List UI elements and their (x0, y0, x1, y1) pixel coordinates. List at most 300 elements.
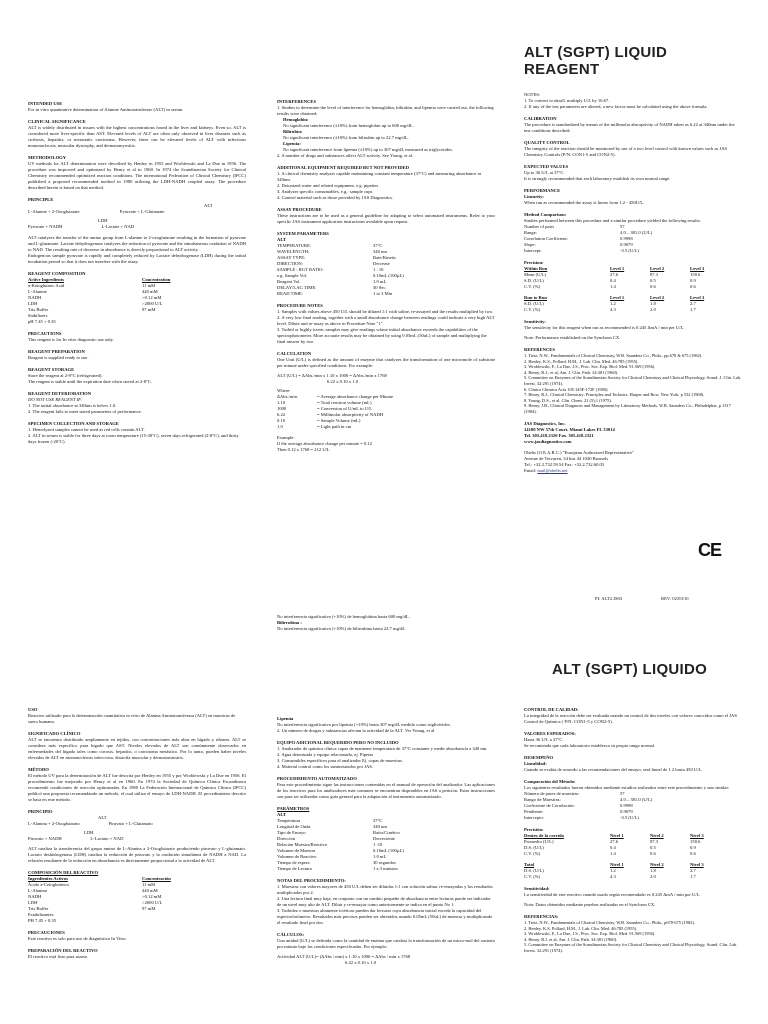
english-title: ALT (SGPT) LIQUID REAGENT (524, 44, 668, 78)
storage-text-2: The reagent is stable until the expiration date when stored at 2-8°C. (28, 379, 153, 384)
table-cell: Tiempo de espera (277, 860, 310, 865)
table-cell: C.V. (%) (524, 284, 541, 289)
pi-number: PI: ALT2.JS03 (595, 596, 623, 601)
table-header-cell: Concentración (142, 876, 171, 881)
list-item: 1. To convert to nkat/L multiply U/L by 16.67. (524, 98, 610, 103)
spanish-column-1 (28, 707, 246, 960)
run-to-run-table (524, 295, 730, 313)
list-item: 4. Control material such as those provided by JAS Diagnostics. (277, 195, 394, 200)
list-item: 3. Wroblewski, F., La Due, J.S., Proc. Soc. Exp. Biol. Med. 91:569 (1956). (524, 931, 656, 937)
prep-text: Reagent is supplied ready to use. (28, 355, 89, 360)
table-cell: 11 mM (142, 882, 156, 887)
table-cell: Volumen de Reactivo (277, 854, 317, 859)
table-cell: Pendiente: (524, 809, 544, 814)
table-cell: 0.6 (690, 851, 696, 856)
method-comparison-table (524, 224, 656, 254)
table-cell: 1 to 3 Min (373, 291, 393, 296)
bilirubin-text: No significant interference (±10%) from bilirubin up to 22.7 mg/dL. (283, 135, 409, 140)
synchron-note: Note: Performance established on the Synchron CX. (524, 335, 621, 340)
table-cell: Slope: (524, 242, 536, 247)
eq1: L-Alanine + 2-Oxoglutarate Pyruvate + L-Glutamate (28, 209, 165, 214)
table-cell: 97 mM (142, 906, 156, 911)
table-cell: 0.6 (650, 284, 656, 289)
where-label: Where: (277, 388, 291, 393)
table-cell: 27.6 (610, 272, 619, 277)
table-cell: 340 nm (373, 249, 387, 254)
table-header-cell: Run to Run (524, 295, 547, 300)
list-item: 4. Henry, R.J., et al, Am. J. Clin. Path. 34:381 (1960). (524, 369, 619, 375)
table-cell: 0.4 (610, 845, 616, 850)
table-cell: READ TIME: (277, 291, 304, 296)
english-column-1 (28, 101, 246, 445)
table-cell: Ratio/Cinético (373, 830, 400, 835)
table-cell: Tris Buffer (28, 906, 49, 911)
composition-heading: REAGENT COMPOSITION (28, 271, 86, 276)
esp-parameters-table (277, 818, 408, 872)
equipo-list (277, 746, 495, 770)
table-cell: Promedio (U/L) (524, 839, 554, 844)
table-cell: 0.4 (610, 278, 616, 283)
deterioration-1: 1. The initial absorbance at 340nm is below 1.0. (28, 403, 117, 408)
table-cell: 1 a 3 minutos (373, 866, 398, 871)
table-cell: Longitud de Onda (277, 824, 311, 829)
table-cell: pH 7.45 + 0.35 (28, 319, 56, 324)
example-2: Then 0.12 x 1768 = 212 U/L (277, 447, 330, 452)
table-cell: Dirección (277, 836, 296, 841)
notes-list (524, 98, 742, 110)
english-column-3 (524, 92, 742, 474)
sensitividad-heading: Sensitividad: (524, 886, 550, 891)
table-cell: Intercepto: (524, 815, 544, 820)
esp-eq1-enzyme: ALT (98, 815, 107, 820)
table-cell: = Average absorbance change per Minute (317, 394, 394, 399)
list-item: 2. If any of the test parameters are altered, a new factor must be calculated using the above formula. (524, 104, 708, 109)
table-header-cell: Within Run (524, 266, 548, 271)
calculos-text: Una unidad (U/L) se definida como la cantidad de enzima que cataliza la transformación de un micro-mol del sustrato por minuto bajo las condiciones especificadas. Por ejemplo: (277, 938, 495, 949)
table-cell: WAVELENGTH: (277, 249, 310, 254)
table-cell: Reagent Vol. (277, 279, 301, 284)
automatizado-text: Para este procedimiento sigue las instrucciones contenidas en el manual de operación del analizador. Las aplicaciones de los reactivos para los analizadores más comunes se encuentran disponibles en JAS a petición. Estas instrucciones son para ser utilizadas como guía general para la adaptación al instrumento automatizado. (277, 782, 495, 799)
control-heading: CONTROL DE CALIDAD: (524, 707, 579, 712)
method-text: UV methods for ALT determination were described by Henley in 1955 and Wroblewski and La Due in 1956. The procedure was improved and optimized by Henry et al in 1960. In 1974 the Scandinavian Society for Clinical Chemistry recommended optimized reaction conditions. The international Federation of Clinical Chemistry (IFCC) published a proposed recommended method in 1980 utilizing the LDH-NADH coupled assay. The procedure described herein is based on that method. (28, 161, 246, 190)
table-cell: 4.3 (610, 307, 616, 312)
table-cell: Volumen de Muestra (277, 848, 316, 853)
table-cell: NADH (28, 894, 42, 899)
table-cell: 158.6 (690, 839, 701, 844)
precautions-heading: PRECAUTIONS (28, 331, 62, 336)
table-cell: Rango de Muestras: (524, 797, 561, 802)
table-header-cell: Level 3 (690, 266, 705, 271)
table-cell: 4.0 – 381.0 (U/L) (620, 230, 653, 235)
principle-text: ALT catalyzes the transfer of the amino group from L-alanine to 2-oxoglutarate resulting in the formation of pyruvate and L-glutamate. Lactate dehydrogenase catalyzes the reduction of pyruvate and the simultaneous oxidation of NADH to NAD. The resulting rate of decrease in absorbance is directly proportional to ALT activity. (28, 235, 246, 252)
company-phone: Tel. 305.418.2320 Fax. 305.418.2321 (524, 432, 594, 438)
preparacion-text: El reactivo está listo para usarse. (28, 954, 89, 959)
notes-heading: NOTES: (524, 92, 541, 97)
references-list (524, 353, 742, 415)
table-cell: a-Ketoglutaric Acid (28, 283, 65, 288)
table-cell: Stabilizers (28, 313, 48, 318)
parameter-row (277, 291, 408, 297)
table-cell: 4.3 (610, 874, 616, 879)
lipemia-heading: Lipemia: (283, 141, 301, 146)
referencias-heading: REFERENCIAS: (524, 914, 559, 919)
assay-text: These instructions are to be used as a general guideline for adapting to select automated instruments. Refer to your specific JAS instrument application instructions available upon request. (277, 213, 495, 224)
storage-text-1: Store the reagent at 2-8°C (refrigerated). (28, 373, 103, 378)
sensitivity-heading: Sensitivity: (524, 319, 546, 324)
list-item: 1. Samples with values above 450 U/L should be diluted 1:1 with saline, re-assayed and the results multiplied by two. (277, 309, 494, 314)
linearity-heading: Linearity: (524, 194, 544, 199)
expected-heading: EXPECTED VALUES (524, 164, 569, 169)
linearity-text: When run as recommended the assay is linear from 1.2 - 450U/L. (524, 200, 645, 205)
table-cell: DELAY/LAG TIME: (277, 285, 317, 290)
company-name: JAS Diagnostics, Inc. (524, 420, 566, 426)
spanish-carryover (277, 614, 495, 632)
eu-rep-1: Obelis (O.E.A.R.C.) "European Authorized Representative" (524, 449, 635, 455)
table-cell: 0.6 (690, 284, 696, 289)
performance-heading: PERFORMANCE (524, 188, 561, 193)
table-cell: 30 Sec. (373, 285, 387, 290)
table-cell: >0.12 mM (142, 295, 162, 300)
specimen-2: 2. ALT in serum is stable for three days at room temperature (15-30°C), seven days refrigerated (2-8°C), and thirty days frozen (-20°C). (28, 433, 239, 444)
table-cell: 1000 (277, 406, 287, 411)
table-cell: Decreciente (373, 836, 395, 841)
list-item: 3. Consumibles específicos para el analizador Ej. copas de muestras. (277, 758, 404, 763)
table-header-cell: Level 3 (690, 295, 705, 300)
eu-rep-4 (524, 468, 742, 474)
equipment-heading: ADDITIONAL EQUIPMENT REQUIRED BUT NOT PROVIDED (277, 165, 410, 170)
table-cell: 1.4 (610, 851, 616, 856)
table-cell: 27.6 (610, 839, 619, 844)
principle-text-2: Endogenous sample pyruvate is rapidly and completely reduced by Lactate dehydrogenase (LDH) during the initial incubation period so that it does not interfere with the assay. (28, 253, 246, 264)
preparacion-heading: PREPARACIÓN DEL REACTIVO (28, 948, 98, 953)
total-table (524, 862, 730, 880)
calculos-heading: CÁLCULOS: (277, 932, 305, 937)
comparacion-heading: Comparación del Método: (524, 779, 576, 784)
specimen-heading: SPECIMEN COLLECTION AND STORAGE (28, 421, 119, 426)
table-header-cell: Level 2 (650, 266, 665, 271)
list-item: 3. Wroblewski, F., La Due, J.S., Proc. Soc. Exp. Biol. Med. 91:569 (1956). (524, 364, 656, 370)
table-cell: Intercept: (524, 248, 542, 253)
esp-method-table (524, 791, 656, 821)
list-item: 3. Analyzer specific consumables, e.g.: sample cups (277, 189, 373, 194)
assay-heading: ASSAY PROCEDURE (277, 207, 322, 212)
list-item: 2. Una lectura final muy baja, en conjunto con un cambio pequeño de absorbancia entre lecturas puede ser indicador de un nivel muy alto de ALT. Diluir y re-ensayar como anteriormente se indica en el punto No 1. (277, 896, 491, 907)
list-item: 9. Henry, J.B., Clinical Diagnosis and Management by Laboratory Methods, W.B. Saunders Co., Philadelphia, p 1317 (1984). (524, 403, 731, 414)
table-cell: Temperatura (277, 818, 301, 823)
composition-table (28, 277, 174, 325)
table-cell: Tiempo de Lectura (277, 866, 312, 871)
table-cell: C.V. (%) (524, 874, 541, 879)
storage-heading: REAGENT STORAGE (28, 367, 75, 372)
table-cell: >0.12 mM (142, 894, 162, 899)
list-item: 1. Tietz, N.W., Fundamentals of Clinical Chemistry, W.B. Saunders Co., Phila., p678-675 (1982). (524, 920, 695, 925)
table-cell: 97 mM (142, 307, 156, 312)
significado-text: ALT se encuentra distribuido ampliamente en tejidos, con concentraciones más altas en hígado y riñones. ALT se considera más específico para hígado que AST. Niveles elevados de ALT son comúnmente observados en enfermedades del hígado tales como cirrosis, hepatitis, o carcinoma metástico. Por lo tanto, pueden haber niveles elevados de ALT en mononucleosis infecciosa, distrofia muscular y dermatomiositis. (28, 737, 246, 760)
table-cell: 1.10 (277, 400, 286, 405)
table-cell: 1.4 (610, 284, 616, 289)
list-item: 1. A clinical chemistry analyzer capable maintaining constant temperature (37°C) and measuring absorbance at 340nm. (277, 171, 481, 182)
definition-row (277, 424, 397, 430)
table-cell: D.S. (U/L) (524, 868, 544, 873)
table-cell: D.S. (U/L) (524, 845, 544, 850)
table-cell: Mean (U/L) (524, 272, 547, 277)
list-item: 3. Turbid or highly icteric samples may give readings whose initial absorbance exceeds the capabilities of the spectrophotometer. More accurate results may be obtained by using 0.05mL (50uL) of sample and multiplying the final answer by two. (277, 327, 487, 344)
table-cell: Decrease (373, 261, 390, 266)
referencias-list (524, 920, 742, 954)
method-comparison-text: Studies performed between this procedure and a similar procedure yielded the following results: (524, 218, 701, 223)
example-1: If the average absorbance change per minute = 0.12 (277, 441, 373, 446)
method-row (524, 815, 656, 821)
esp-composition-table (28, 876, 175, 924)
interferences-text-1: 1. Studies to determine the level of interference for hemoglobin, bilirubin, and lipemia were carried out, the following results were obtained: (277, 105, 494, 116)
valores-heading: VALORES ESPERADOS: (524, 731, 576, 736)
parametros-heading: PARÁMETROS (277, 806, 310, 811)
table-header-cell: Dentro de la corrida (524, 833, 564, 838)
table-cell: 11 mM (142, 283, 156, 288)
table-cell: NADH (28, 295, 42, 300)
references-heading: REFERENCES (524, 347, 555, 352)
interferences-heading: INTERFERENCES (277, 99, 317, 104)
table-cell: 6.22 (277, 412, 286, 417)
prep-heading: REAGENT PREPARATION (28, 349, 85, 354)
table-cell: 1.0 (277, 424, 283, 429)
clinical-text: ALT is widely distributed in tissues with the highest concentrations found in the liver and kidneys. Even so, ALT is considered more liver-specific than AST. Elevated levels of ALT are often only observed in liver diseases such as cirrhosis, hepatitis, or metastatic carcinoma. However, there can be elevated levels of ALT with infectious mononucleosis, muscular dystrophy, and dermatomyositis. (28, 125, 246, 148)
list-item: 1. Analizador de química clínica capaz de mantener temperatura de 37°C constante y medir absorbancia a 340 nm. (277, 746, 488, 751)
automatizado-heading: PROCEDIMIENTO AUTOMATIZADO (277, 776, 357, 781)
company-website[interactable]: www.jasdiagnostics.com (524, 438, 572, 444)
table-header-cell: Active Ingredients (28, 277, 65, 282)
table-header-cell: Level 1 (610, 295, 625, 300)
table-cell: 0.9079 (620, 242, 633, 247)
table-cell: 0.6 (650, 851, 656, 856)
method-row (524, 248, 656, 254)
desempeno-heading: DESEMPEÑO (524, 755, 554, 760)
uso-text: Reactivo utilizado para la determinación cuantitativa in vitro de Alanina Aminotransferasa (ALT) en muestras de suero humano. (28, 713, 236, 724)
specimen-1: 1. Hemolyzed samples cannot be used as red cells contain ALT. (28, 427, 145, 432)
composicion-heading: COMPOSICIÓN DEL REACTIVO (28, 870, 99, 875)
list-item: 2. Henley, K.S. Pollard, H.M., J. Lab. Clin. Med. 46:785 (1955). (524, 925, 638, 931)
table-header-cell: Ingredientes Activos (28, 876, 68, 881)
table-cell: = Light path in cm (317, 424, 352, 429)
table-cell: = Conversion of U/mL to U/L (317, 406, 373, 411)
table-cell: C.V. (%) (524, 851, 541, 856)
list-item: 4. Henry, R.J. et al, Am. J. Clin. Path. 34:381 (1960). (524, 936, 618, 942)
esp-eq2: Piruvato + NADH L-Lactato + NAD (28, 836, 124, 841)
table-cell: = Millimolar absorptivity of NADH (317, 412, 384, 417)
spanish-column-3 (524, 707, 742, 954)
method-heading: METHODOLOGY (28, 155, 67, 160)
composition-row (28, 319, 174, 325)
bilirubin-heading: Bilirubin: (283, 129, 303, 134)
composition-row (28, 918, 175, 924)
eq2-enzyme: LDH (98, 218, 108, 223)
table-cell: 1.8 (650, 868, 656, 873)
table-cell: 87.3 (650, 272, 659, 277)
table-cell: 0.10mL (100µL) (373, 273, 404, 278)
table-cell: 1.7 (690, 874, 696, 879)
definitions-table (277, 394, 397, 430)
calc-heading: CALCULATION (277, 351, 312, 356)
precauciones-text: Este reactivo es solo para uso de diagnóstico In Vitro. (28, 936, 127, 941)
table-cell: 1 :10 (373, 842, 383, 847)
system-subheading: ALT (277, 237, 287, 242)
table-cell (142, 319, 174, 325)
calibration-text: The procedure is standardized by means of the millimolar absorptivity of NADH taken as 6.22 at 340nm under the test conditions described. (524, 122, 735, 133)
table-cell: = Total reaction volume (mL) (317, 400, 372, 405)
table-cell: 0.9 (690, 278, 696, 283)
table-cell: >2000 U/L (142, 900, 163, 905)
valores-2: Se recomienda que cada laboratorio establezca su propio rango normal. (524, 743, 656, 748)
table-cell: Relación Muestra/Reactivo (277, 842, 328, 847)
list-item: 1. Muestras con valores mayores de 450 U/L deben ser diluidas 1:1 con solución salina, re-ensayadas y los resultados multiplicados por 2. (277, 884, 493, 895)
table-cell: L-Alanina (28, 888, 47, 893)
metodo-heading: MÉTODO (28, 767, 49, 772)
table-cell: TEMPERATURE: (277, 243, 312, 248)
table-cell: C.V. (%) (524, 307, 541, 312)
notas-heading: NOTAS DEL PROCEDIMIENTO: (277, 878, 346, 883)
table-cell: 440 mM (142, 289, 158, 294)
expected-1: Up to 36 U/L at 37°C (524, 170, 564, 175)
table-cell: 2.0 (650, 874, 656, 879)
formula-denominator: 6.22 x 0.10 x 1.0 (327, 379, 359, 384)
eu-rep-2: Avenue de Tervuren, 34 bus 44 1040 Brussels (524, 455, 609, 461)
table-cell: PH 7.45 + 0.35 (28, 918, 56, 923)
table-cell: Number of pairs (524, 224, 555, 229)
table-cell: 340 nm (373, 824, 387, 829)
table-cell: -3.5 (U/L) (620, 248, 639, 253)
intended-use-heading: INTENDED USE (28, 101, 63, 106)
table-cell: Número de pares de muestras: (524, 791, 580, 796)
table-cell: 0.9998 (620, 803, 633, 808)
calibration-heading: CALIBRATION (524, 116, 557, 121)
table-cell: ΔAbs./min. (277, 394, 299, 399)
principio-text: ALT cataliza la transferencia del grupo amino de L-Alanina a 2-Oxoglutarato produciendo piruvato y L-glutamato. Lactato deshidrogenasa (LDH) cataliza la reducción de piruvato y la oxidación simultánea de NADH a NAD. La relación resultante de la reducción en absorbancia es directamente proporcional a la actividad de ALT. (28, 846, 246, 863)
esp-bilirubin: No interferencia significativa (+10%) de bilirrubina hasta 22.7 mg/dL (277, 626, 406, 631)
list-item: 2. Agua deionizada y equipo relacionado, ej. Pipetas (277, 752, 374, 757)
precision-row (524, 874, 730, 880)
list-item: 6. Clinica Chimica Acta 105:145F-172F (1980). (524, 386, 609, 392)
eu-rep-3: Tel.: +32.2.732.59.54 Fax: +32.2.732.60.03 (524, 461, 605, 467)
table-cell: Correlation Coefficient: (524, 236, 568, 241)
table-header-cell: Total (524, 862, 535, 867)
list-item: 2. Henley, K.S., Pollard, H.M., J. Lab. Clin. Med. 46:785 (1955). (524, 358, 639, 364)
table-cell: 1.2 (610, 301, 616, 306)
esp-hemoglobin: No interferencia significativa (+10%) de hemoglobina hasta 600 mg/dL. (277, 614, 410, 619)
revision: REV: 02/03/10 (661, 596, 689, 601)
system-parameters-table (277, 243, 408, 297)
table-cell: 57 (620, 224, 625, 229)
table-header-cell: Nivel 1 (610, 833, 624, 838)
document-id (595, 596, 745, 602)
table-header-cell: Level 1 (610, 266, 625, 271)
intended-use-text: For in vitro quantitative determination of Alanine Aminotransferase (ALT) in serum. (28, 107, 184, 112)
list-item: 2. Deionized water and related equipment, e.g. pipettes (277, 183, 379, 188)
company-address: 14100 NW 57th Court. Miami Lakes FL 33014 (524, 426, 615, 432)
esp-eq2-enzyme: LDH (84, 830, 94, 835)
nota-synchron: Nota: Datos obtenidos mediante pruebas realizadas en el Synchron CX. (524, 902, 656, 907)
table-cell: 0.10 (277, 418, 286, 423)
table-header-cell: Nivel 3 (690, 833, 704, 838)
table-cell: 2.0 (650, 307, 656, 312)
deterioration-subheading: DO NOT USE REAGENT IF: (28, 397, 83, 402)
table-cell: Rate/Kinetic (373, 255, 397, 260)
ce-mark: CE (698, 540, 722, 560)
esp-eq1: L-Alanina + 2-Oxoglutarato Piruvato + L-Glutamato (28, 821, 153, 826)
table-cell: 87.3 (650, 839, 659, 844)
table-header-cell: Level 2 (650, 295, 665, 300)
table-cell: 0.5 (650, 278, 656, 283)
sensitivity-text: The sensitivity for this reagent when run as recommended is 0.245 ΔmA / min per U/L. (524, 325, 685, 330)
email-link[interactable]: mail@obelis.net (537, 467, 568, 473)
table-cell: 1.8 (650, 301, 656, 306)
esp-bilirubin-heading: Bilirrubina : (277, 620, 302, 625)
table-cell: 440 mM (142, 888, 158, 893)
uso-heading: USO (28, 707, 38, 712)
table-cell: LDH (28, 301, 38, 306)
table-cell: Tris Buffer (28, 307, 49, 312)
deterioration-heading: REAGENT DETERIORATION (28, 391, 92, 396)
table-cell: Coeficiente de Correlación: (524, 803, 575, 808)
notes-heading: PROCEDURE NOTES (277, 303, 323, 308)
equipo-heading: EQUIPO ADICIONAL REQUERIDO PERO NO INCLUIDO (277, 740, 399, 745)
table-cell: 0.5 (650, 845, 656, 850)
metodo-text: El método UV para la determinación de ALT fue descrita por Henley en 1955 y por Wroblewski y La Due en 1956. El procedimiento fue mejorado por Henry et al en 1960. En 1974 la Sociedad de Química Clínica Escandinava recomendó condiciones de reacción optimizadas. En 1980 La Federación Internacional de Química Clínica (IFCC) publicó una propuesta recomendando un método, el cual utiliza el ensayo de LDH-NADH. El procedimiento descrito se basa en este método. (28, 773, 246, 802)
precision-heading: Precision: (524, 260, 544, 265)
eq2: Pyruvate + NADH L-Lactate + NAD (28, 224, 135, 229)
example-heading: Example: (277, 435, 295, 440)
precision-row (524, 851, 730, 857)
clinical-heading: CLINICAL SIGNIFICANCE (28, 119, 86, 124)
principio-heading: PRINCIPIO (28, 809, 53, 814)
table-cell: 0.9998 (620, 236, 633, 241)
list-item: 3. Turbidez o muestras altamente ictéricas pueden dar lecturas cuya absorbancia inicial exceda la capacidad del espectrofotómetro. Resultados más precisos pueden ser obtenidos usando 0.05mL (50uL) de muestra y multiplicando el resultado final por dos. (277, 908, 493, 925)
table-cell: -3.5 (U/L) (620, 815, 639, 820)
table-cell: = Sample Volume (mL) (317, 418, 361, 423)
english-column-2 (277, 99, 495, 453)
drogas-text: 2. Un número de drogas y substancias afectan la actividad de la ALT. Ver Young, et al (277, 728, 435, 733)
table-cell: >2000 U/L (142, 301, 163, 306)
table-header-cell: Nivel 2 (650, 833, 664, 838)
list-item: 4. Material control como los suministrados por JAS. (277, 764, 374, 769)
eq1-enzyme: ALT (204, 203, 213, 208)
spanish-title: ALT (SGPT) LIQUIDO (552, 661, 708, 678)
system-heading: SYSTEM PARAMETERS (277, 231, 329, 236)
expected-2: It is strongly recommended that each laboratory establish its own normal range. (524, 176, 671, 181)
list-item: 8. Young, D.S., et al, Clin. Chem. 21 (5):1 (1975). (524, 397, 612, 403)
table-cell: 0.9079 (620, 809, 633, 814)
table-cell: 0.10mL (100µL) (373, 848, 404, 853)
table-cell: 2.7 (690, 301, 696, 306)
parametros-subheading: ALT (277, 812, 287, 817)
table-cell: e.g. Sample Vol. (277, 273, 308, 278)
table-cell: 2.7 (690, 868, 696, 873)
parameter-row (277, 866, 408, 872)
method-comparison-heading: Method Comparison: (524, 212, 567, 217)
table-cell: 57 (620, 791, 625, 796)
dentro-table (524, 833, 730, 857)
notas-list (277, 884, 495, 926)
list-item: 5. Committee on Enzymes of the Scandinavian Society for Clinical Chemistry and Clinical Physiology, Scand. J. Clin. Lab. Invest. 32:291 (1974). (524, 375, 742, 386)
precauciones-heading: PRECAUCIONES (28, 930, 65, 935)
precision-row (524, 284, 730, 290)
table-cell: 1.0 mL (373, 854, 387, 859)
table-cell: 158.6 (690, 272, 701, 277)
equipment-list (277, 171, 495, 201)
table-cell: 1.0 mL (373, 279, 387, 284)
hemoglobin-text: No significant interference (±10%) from hemoglobin up to 600 mg/dL. (283, 123, 414, 128)
deterioration-2: 2. The reagent fails to meet stated parameters of performance. (28, 409, 142, 414)
table-cell: S.D. (U/L) (524, 301, 544, 306)
